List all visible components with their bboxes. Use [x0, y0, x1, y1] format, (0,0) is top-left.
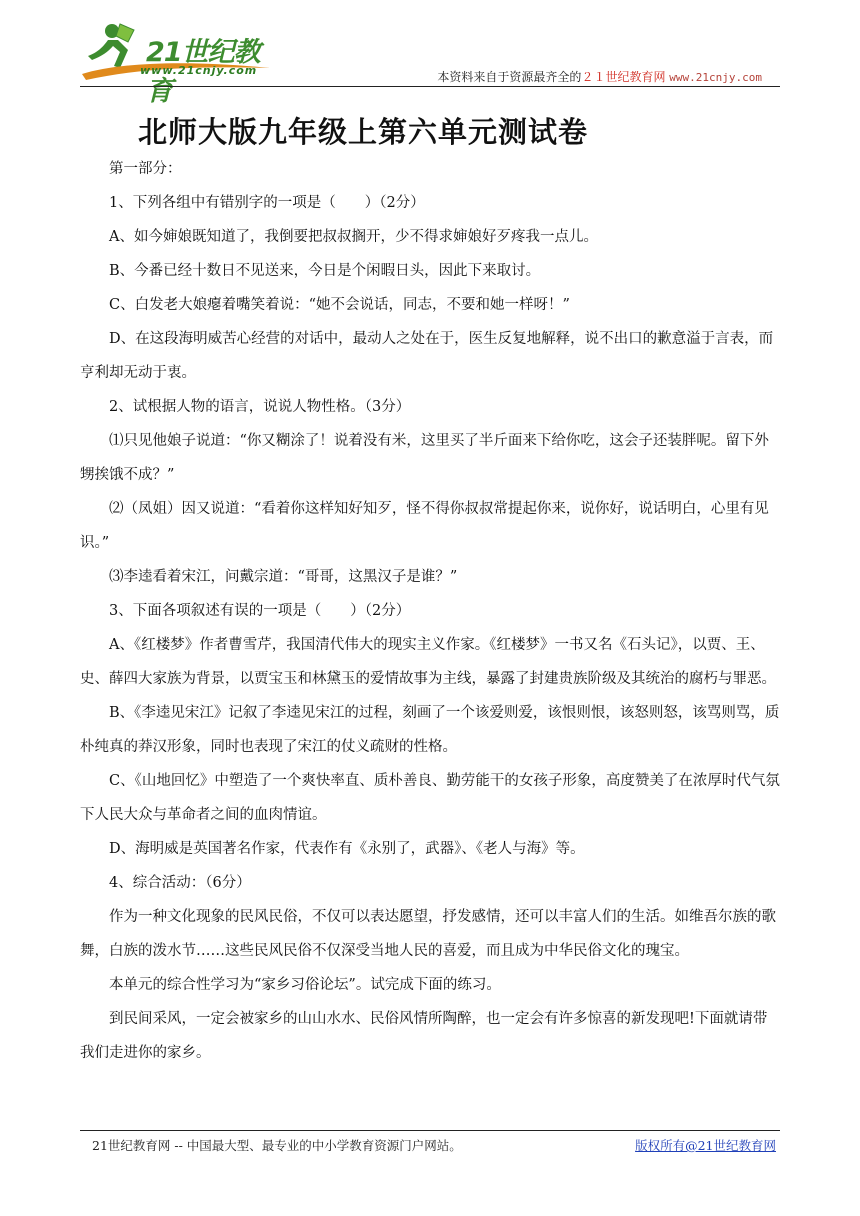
question-4: 4、综合活动：（6分） — [109, 875, 251, 891]
q1-option-a: A、如今婶娘既知道了，我倒要把叔叔搁开，少不得求婶娘好歹疼我一点儿。 — [109, 229, 598, 245]
header-source-note — [437, 68, 762, 85]
q4-intro: 作为一种文化现象的民风民俗，不仅可以表达愿望，抒发感情，还可以丰富人们的生活。如维吾尔族的歌舞，白族的泼水节……这些民风民俗不仅深受当地人民的喜爱，而且成为中华民俗文化的瑰宝。 — [80, 909, 776, 959]
logo-text: 21世纪教育 — [146, 37, 260, 107]
footer-copyright-link[interactable]: 版权所有@21世纪教育网 — [635, 1138, 776, 1153]
document-body — [80, 152, 780, 1070]
page-header — [80, 22, 780, 107]
q3-option-b: B、《李逵见宋江》记叙了李逵见宋江的过程，刻画了一个该爱则爱，该恨则恨，该怒则怒，该骂则骂，质朴纯真的莽汉形象，同时也表现了宋江的仗义疏财的性格。 — [80, 705, 780, 755]
header-note-brand: ２１世纪教育网 — [581, 70, 666, 84]
q4-prompt: 到民间采风，一定会被家乡的山山水水、民俗风情所陶醉，也一定会有许多惊喜的新发现吧!下面就请带我们走进你的家乡。 — [80, 1011, 768, 1061]
footer-site-description: 21世纪教育网 -- 中国最大型、最专业的中小学教育资源门户网站。 — [92, 1138, 462, 1153]
section-heading: 第一部分： — [109, 161, 182, 177]
q1-option-d: D、在这段海明威苦心经营的对话中，最动人之处在于，医生反复地解释，说不出口的歉意溢于言表，而亨利却无动于衷。 — [80, 331, 774, 381]
question-1: 1、下列各组中有错别字的一项是（ ）（2分） — [109, 195, 425, 211]
q2-item-3: ⑶李逵看着宋江，问戴宗道：“哥哥，这黑汉子是谁？” — [109, 569, 458, 585]
q3-option-c: C、《山地回忆》中塑造了一个爽快率直、质朴善良、勤劳能干的女孩子形象，高度赞美了在浓厚时代气氛下人民大众与革命者之间的血肉情谊。 — [80, 773, 780, 823]
site-logo[interactable] — [80, 22, 280, 107]
header-note-url[interactable]: www.21cnjy.com — [669, 71, 762, 84]
q3-option-d: D、海明威是英国著名作家，代表作有《永别了，武器》、《老人与海》等。 — [109, 841, 585, 857]
question-3: 3、下面各项叙述有误的一项是（ ）（2分） — [109, 603, 411, 619]
q2-item-2: ⑵（凤姐）因又说道：“看着你这样知好知歹，怪不得你叔叔常提起你来，说你好，说话明白，心里有见识。” — [80, 501, 769, 551]
q2-item-1: ⑴只见他娘子说道：“你又糊涂了！说着没有米，这里买了半斤面来下给你吃，这会子还装胖呢。留下外甥挨饿不成？” — [80, 433, 769, 483]
q3-option-a: A、《红楼梦》作者曹雪芹，我国清代伟大的现实主义作家。《红楼梦》一书又名《石头记》，以贾、王、史、薛四大家族为背景，以贾宝玉和林黛玉的爱情故事为主线，暴露了封建贵族阶级及其统治的腐朽与罪恶。 — [80, 637, 776, 687]
footer-divider — [80, 1130, 780, 1131]
q1-option-c: C、白发老大娘瘪着嘴笑着说：“她不会说话，同志，不要和她一样呀！” — [109, 297, 570, 313]
logo-url: www.21cnjy.com — [140, 64, 258, 77]
header-note-prefix: 本资料来自于资源最齐全的 — [437, 70, 582, 84]
header-divider — [80, 86, 780, 87]
q4-instruction: 本单元的综合性学习为“家乡习俗论坛”。试完成下面的练习。 — [109, 977, 501, 993]
page-title: 北师大版九年级上第六单元测试卷 — [138, 115, 589, 149]
question-2: 2、试根据人物的语言，说说人物性格。（3分） — [109, 399, 411, 415]
q1-option-b: B、今番已经十数日不见送来，今日是个闲暇日头，因此下来取讨。 — [109, 263, 541, 279]
